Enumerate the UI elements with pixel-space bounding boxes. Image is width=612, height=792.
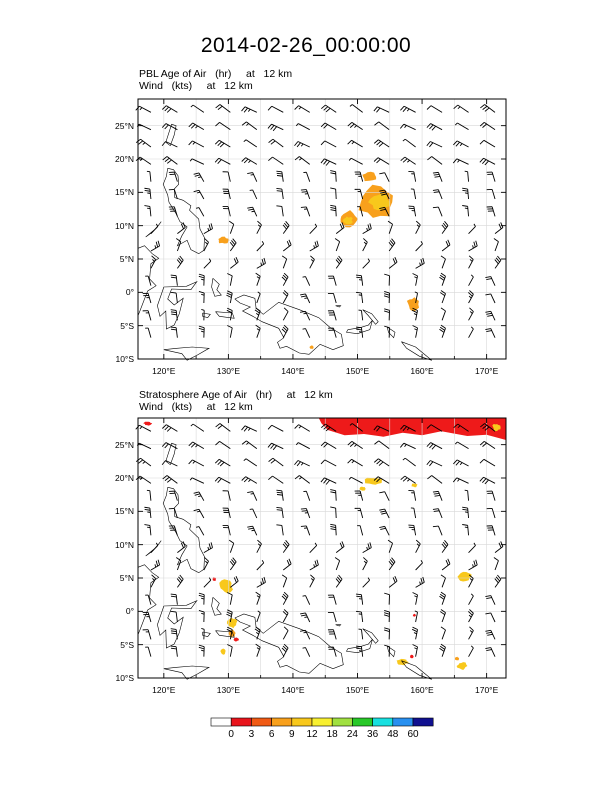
lat-tick-label: 20°N (115, 154, 134, 164)
colorbar-label: 3 (248, 729, 255, 740)
map-background (138, 99, 506, 359)
colorbar-swatch (251, 718, 271, 726)
lat-tick-label: 10°N (115, 220, 134, 231)
colorbar-label: 9 (289, 729, 295, 740)
lon-tick-label: 170°E (474, 366, 499, 376)
colorbar (211, 718, 433, 726)
colorbar-swatch (373, 718, 393, 726)
panel-stratosphere-map (136, 418, 506, 679)
lat-tick-label: 10°S (115, 673, 134, 683)
lon-tick-label: 170°E (474, 685, 499, 695)
lat-tick-label: 10°N (115, 539, 134, 550)
lat-tick-label: 5°S (120, 639, 134, 650)
colorbar-label: 60 (407, 729, 419, 740)
colorbar-swatch (231, 718, 251, 726)
lat-tick-label: 20°N (115, 473, 134, 483)
panel-2-subtitle: Wind (kts) at 12 km (139, 401, 253, 413)
colorbar-label: 18 (326, 729, 338, 740)
lat-tick-label: 5°N (119, 573, 134, 583)
lon-tick-label: 150°E (345, 366, 370, 376)
colorbar-label: 0 (228, 729, 234, 740)
lat-tick-label: 0° (125, 287, 134, 298)
colorbar-swatch (332, 718, 352, 726)
colorbar-swatch (413, 718, 433, 726)
panel-pbl-map (136, 99, 506, 360)
colorbar-swatch (393, 718, 413, 726)
lon-tick-label: 160°E (410, 366, 434, 376)
panel-1-title: PBL Age of Air (hr) at 12 km (139, 68, 293, 80)
lon-tick-label: 140°E (281, 366, 305, 376)
panel-1-subtitle: Wind (kts) at 12 km (139, 80, 253, 92)
colorbar-label: 12 (306, 729, 318, 740)
colorbar-label: 6 (268, 729, 275, 740)
lat-tick-label: 5°S (120, 320, 134, 331)
colorbar-swatch (312, 718, 332, 726)
lon-tick-label: 130°E (216, 685, 240, 695)
panel-2-title: Stratosphere Age of Air (hr) at 12 km (139, 389, 333, 401)
lon-tick-label: 120°E (152, 366, 176, 376)
lat-tick-label: 10°S (115, 354, 134, 364)
lat-tick-label: 0° (125, 606, 134, 617)
colorbar-swatch (211, 718, 231, 726)
lat-tick-label: 15°N (115, 506, 134, 517)
map-background (138, 418, 506, 678)
lon-tick-label: 140°E (281, 685, 305, 695)
lat-tick-label: 5°N (119, 254, 134, 264)
colorbar-label: 36 (367, 729, 379, 740)
lon-tick-label: 120°E (152, 685, 176, 695)
colorbar-swatch (292, 718, 312, 726)
lat-tick-label: 25°N (115, 120, 134, 131)
lon-tick-label: 150°E (345, 685, 370, 695)
lat-tick-label: 15°N (115, 187, 134, 198)
colorbar-swatch (352, 718, 372, 726)
colorbar-label: 24 (346, 729, 358, 740)
lon-tick-label: 160°E (410, 685, 434, 695)
colorbar-label: 48 (387, 729, 399, 740)
page-title: 2014-02-26_00:00:00 (200, 34, 412, 57)
lat-tick-label: 25°N (115, 439, 134, 450)
lon-tick-label: 130°E (216, 366, 240, 376)
colorbar-swatch (272, 718, 292, 726)
